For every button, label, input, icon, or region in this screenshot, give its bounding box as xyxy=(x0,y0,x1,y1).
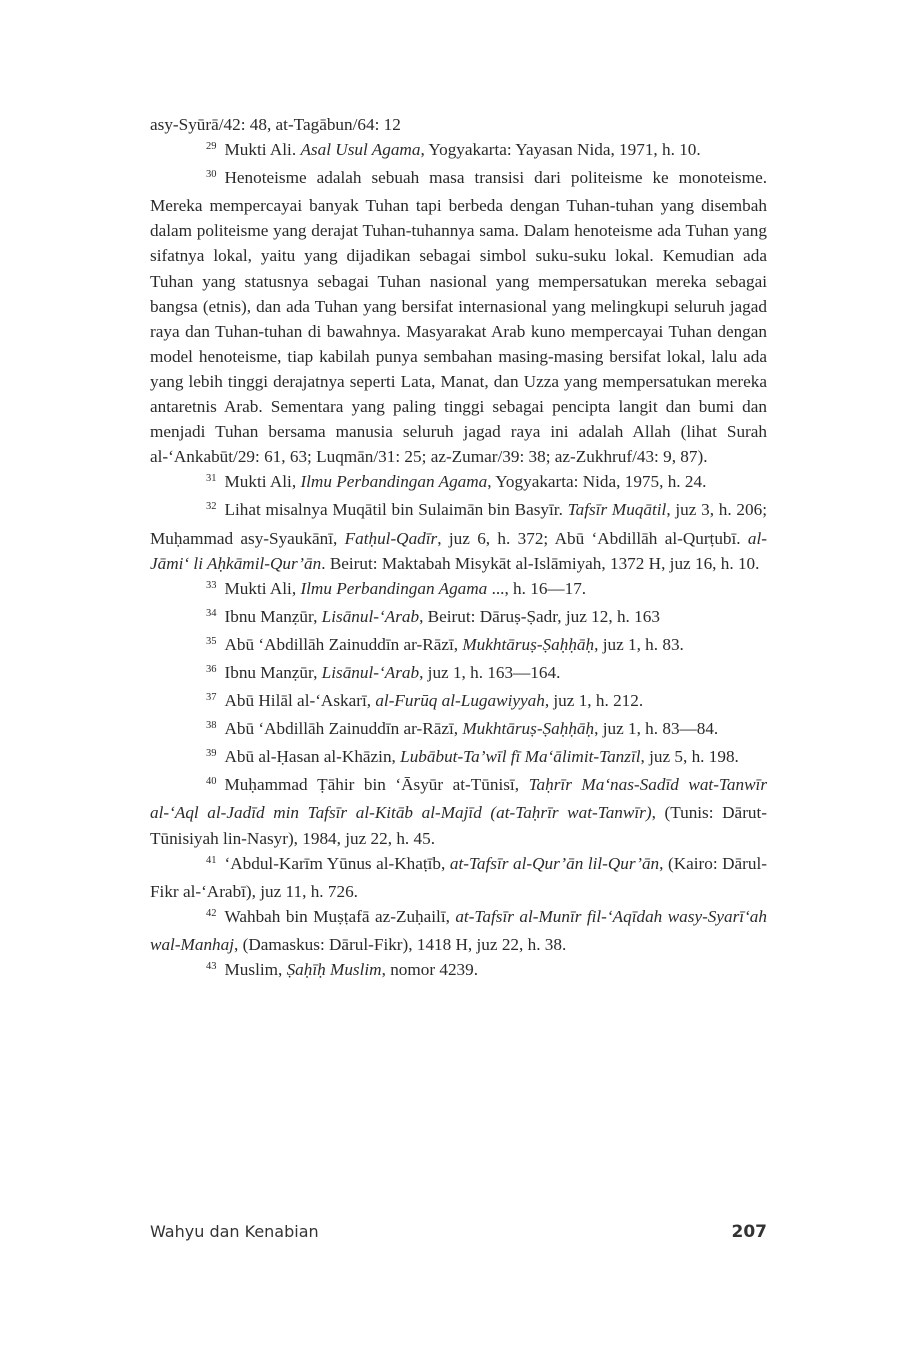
footnote-number: 34 xyxy=(206,607,217,619)
book-title: Lubābut-Ta’wīl fī Ma‘ālimit-Tanzīl xyxy=(400,747,641,767)
footnote-number: 41 xyxy=(206,854,217,866)
book-title: Mukhtāruṣ-Ṣaḥḥāḥ xyxy=(462,719,595,739)
footnote-number: 38 xyxy=(206,720,217,732)
footnote-number: 30 xyxy=(206,169,217,181)
book-title: Ilmu Perbandingan Agama xyxy=(300,472,488,492)
book-title: al-Furūq al-Lugawiyyah xyxy=(375,691,545,711)
footnote-number: 35 xyxy=(206,635,217,647)
footnote-31: $^{31}$ Mukti Ali, Ilmu Perbandingan Agama, Yogyakarta: Nida, 1975, h. 24. xyxy=(206,472,707,492)
footnote-number: 36 xyxy=(206,663,217,675)
footnote-32: $^{32}$ Lihat misalnya Muqātil bin Sulaimān bin Basyīr. Tafsīr Muqātil, juz 3, h. 206; Muḥammad asy-Syaukānī, Fatḥul-Qadīr, juz 6, h. 372; Abū ‘Abdillāh al-Qurṭubī. al-Jāmi‘ li Aḥkāmil-Qur’ān. Beirut: Maktabah Misykāt al-Islāmiyah, 1372 H, juz 16, h. 10. xyxy=(150,500,768,573)
footnote-43: $^{43}$ Muslim, Ṣaḥīḥ Muslim, nomor 4239. xyxy=(206,960,479,979)
footnote-number: 37 xyxy=(206,692,217,704)
book-title: al-Jāmi‘ li Aḥkāmil-Qur’ān xyxy=(150,528,768,573)
footnote-30: $^{30}$ Henoteisme adalah sebuah masa transisi dari politeisme ke monoteisme. Mereka mempercayai banyak Tuhan tapi berbeda dengan Tuhan-tuhan yang disembah dalam politeisme yang derajat Tuhan-tuhannya sama. Dalam henoteisme ada Tuhan yang sifatnya lokal, yaitu yang dijadikan sebagai simbol suku-suku lokal. Kemudian ada Tuhan yang statusnya sebagai Tuhan nasional yang mempersatukan mereka sebagai bangsa (etnis), dan ada Tuhan yang bersifat internasional yang melingkupi seluruh jagad raya dan Tuhan-tuhan di bawahnya. Masyarakat Arab kuno mempercayai Tuhan dengan model henoteisme, tiap kabilah punya sembahan masing-masing bersifat lokal, lalu ada yang lebih tinggi derajatnya seperti Lata, Manat, dan Uzza yang mempersatukan mereka antaretnis Arab. Sementara yang paling tinggi sebagai pencipta langit dan bumi dan menjadi Tuhan bersama manusia seluruh jagad raya ini adalah Allah (lihat Surah al-‘Ankabūt/29: 61, 63; Luqmān/31: 25; az-Zumar/39: 38; az-Zukhruf/43: 9, 87). xyxy=(150,168,767,467)
book-title: Mukhtāruṣ-Ṣaḥḥāḥ xyxy=(462,634,595,654)
footnote-29: $^{29}$ Mukti Ali. Asal Usul Agama, Yogyakarta: Yayasan Nida, 1971, h. 10. xyxy=(206,140,701,160)
footnote-number: 42 xyxy=(206,907,217,919)
footnote-42: $^{42}$ Wahbah bin Muṣṭafā az-Zuḥailī, at-Tafsīr al-Munīr fil-‘Aqīdah wasy-Syarī‘ah wal-Manhaj, (Damaskus: Dārul-Fikr), 1418 H, juz 22, h. 38. xyxy=(150,906,767,954)
book-title: at-Tafsīr al-Munīr fil-‘Aqīdah wasy-Syarī‘ah wal-Manhaj xyxy=(150,906,767,954)
footnote-40: $^{40}$ Muḥammad Ṭāhir bin ‘Āsyūr at-Tūnisī, Taḥrīr Ma‘nas-Sadīd wat-Tanwīr al-‘Aql al-Jadīd min Tafsīr al-Kitāb al-Majīd (at-Taḥrīr wat-Tanwīr), (Tunis: Dārut-Tūnisiyah lin-Nasyr), 1984, juz 22, h. 45. xyxy=(150,775,768,848)
footnote-number: 43 xyxy=(206,961,217,972)
footnote-34: $^{34}$ Ibnu Manẓūr, Lisānul-‘Arab, Beirut: Dāruṣ-Ṣadr, juz 12, h. 163 xyxy=(206,606,660,626)
footnote-38: $^{38}$ Abū ‘Abdillāh Zainuddīn ar-Rāzī, Mukhtāruṣ-Ṣaḥḥāḥ, juz 1, h. 83—84. xyxy=(206,719,719,739)
book-title: Fatḥul-Qadīr xyxy=(344,528,438,548)
page-footer xyxy=(150,1222,767,1248)
book-title: Lisānul-‘Arab xyxy=(321,662,420,682)
book-title: Ṣaḥīḥ Muslim xyxy=(286,960,382,979)
footnote-36: $^{36}$ Ibnu Manẓūr, Lisānul-‘Arab, juz 1, h. 163—164. xyxy=(206,662,561,682)
page-number: 207 xyxy=(731,1222,767,1242)
book-title: Asal Usul Agama xyxy=(300,140,421,160)
footnote-41: $^{41}$ ‘Abdul-Karīm Yūnus al-Khaṭīb, at-Tafsīr al-Qur’ān lil-Qur’ān, (Kairo: Dārul-Fikr al-‘Arabī), juz 11, h. 726. xyxy=(150,853,767,901)
footnote-37: $^{37}$ Abū Hilāl al-‘Askarī, al-Furūq al-Lugawiyyah, juz 1, h. 212. xyxy=(206,691,644,711)
footnote-number: 32 xyxy=(206,501,217,513)
footnote-number: 31 xyxy=(206,473,217,485)
book-title: Ilmu Perbandingan Agama xyxy=(300,578,488,598)
book-title: at-Tafsīr al-Qur’ān lil-Qur’ān xyxy=(449,853,660,873)
footnote-number: 40 xyxy=(206,776,217,788)
book-title: Tafsīr Muqātil xyxy=(567,500,667,520)
footnote-number: 39 xyxy=(206,748,217,760)
book-title: Taḥrīr Ma‘nas-Sadīd wat-Tanwīr al-‘Aql al-Jadīd min Tafsīr al-Kitāb al-Majīd (at-Taḥrīr wat-Tanwīr) xyxy=(150,775,768,823)
footnote-number: 29 xyxy=(206,141,217,153)
running-title: Wahyu dan Kenabian xyxy=(150,1222,319,1241)
footnotes-block xyxy=(150,112,767,985)
footnote-continuation: asy-Syūrā/42: 48, at-Tagābun/64: 12 xyxy=(150,115,401,134)
footnote-33: $^{33}$ Mukti Ali, Ilmu Perbandingan Agama ..., h. 16—17. xyxy=(206,578,587,598)
book-title: Lisānul-‘Arab xyxy=(321,606,420,626)
footnote-number: 33 xyxy=(206,579,217,591)
footnote-35: $^{35}$ Abū ‘Abdillāh Zainuddīn ar-Rāzī, Mukhtāruṣ-Ṣaḥḥāḥ, juz 1, h. 83. xyxy=(206,634,684,654)
footnote-39: $^{39}$ Abū al-Ḥasan al-Khāzin, Lubābut-Ta’wīl fī Ma‘ālimit-Tanzīl, juz 5, h. 198. xyxy=(206,747,739,767)
